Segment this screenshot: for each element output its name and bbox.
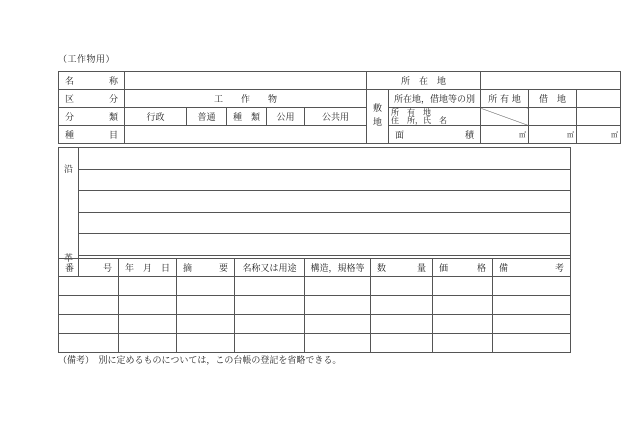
cell[interactable] [119,277,177,296]
cell[interactable] [59,315,119,334]
col-summary: 摘 要 [177,259,235,277]
cell[interactable] [493,277,571,296]
col-name-use: 名称又は用途 [235,259,305,277]
table-row [59,277,571,296]
history-line[interactable] [79,169,571,191]
cell[interactable] [371,277,433,296]
type-value[interactable] [125,126,367,144]
area-label: 面 積 [389,126,481,144]
table-row [59,315,571,334]
cell[interactable] [493,296,571,315]
cell[interactable] [177,296,235,315]
cell[interactable] [371,315,433,334]
owner-value-2[interactable] [577,108,621,126]
cell[interactable] [433,296,493,315]
cell[interactable] [235,334,305,353]
col-structure: 構造，規格等 [305,259,371,277]
area-unit-3: ㎡ [577,126,621,144]
cell[interactable] [235,315,305,334]
common-label: 公共用 [305,108,367,126]
owner-diagonal-cell [481,108,529,126]
category-value: 工 作 物 [125,90,367,108]
col-remarks: 備 考 [493,259,571,277]
table-row [59,334,571,353]
cell[interactable] [305,277,371,296]
type-label: 種 目 [59,126,125,144]
name-label: 名 称 [59,72,125,90]
cell[interactable] [235,296,305,315]
area-unit-2: ㎡ [529,126,577,144]
cell[interactable] [305,315,371,334]
cell[interactable] [493,334,571,353]
location-value[interactable] [481,72,621,90]
public-label: 公用 [267,108,305,126]
property-info-table [58,71,621,144]
owner-label-line2: 住 所，氏 名 [391,115,447,125]
site-type-label: 所在地，借地等の別 [389,90,481,108]
cell[interactable] [235,277,305,296]
category-label: 区 分 [59,90,125,108]
history-line[interactable] [79,148,571,170]
location-label: 所 在 地 [367,72,481,90]
leased-land-label: 借 地 [529,90,577,108]
col-quantity: 数 量 [371,259,433,277]
cell[interactable] [305,334,371,353]
footnote: （備考） 別に定めるものについては，この台帳の登記を省略できる。 [58,356,342,366]
col-date: 年 月 日 [119,259,177,277]
ordinary-label: 普通 [187,108,227,126]
cell[interactable] [371,334,433,353]
owner-label-line1: 所 有 地 [391,107,431,117]
ledger-header-row [59,259,571,277]
cell[interactable] [59,296,119,315]
cell[interactable] [433,277,493,296]
history-line[interactable] [79,191,571,213]
history-label-top: 沿 [63,165,73,175]
cell[interactable] [119,296,177,315]
area-unit-1: ㎡ [481,126,529,144]
cell[interactable] [119,315,177,334]
site-label: 敷地 [367,90,389,144]
owner-label [389,108,481,126]
table-row [59,296,571,315]
cell[interactable] [371,296,433,315]
cell[interactable] [433,334,493,353]
cell[interactable] [177,277,235,296]
col-number: 番 号 [59,259,119,277]
ledger-table [58,258,571,353]
col-price: 価 格 [433,259,493,277]
cell[interactable] [493,315,571,334]
page-title: （工作物用） [58,55,116,65]
name-value[interactable] [125,72,367,90]
cell[interactable] [119,334,177,353]
kind-label: 種 類 [227,108,267,126]
owned-land-label: 所 有 地 [481,90,529,108]
cell[interactable] [177,334,235,353]
history-line[interactable] [79,234,571,256]
classification-label: 分 類 [59,108,125,126]
cell[interactable] [305,296,371,315]
site-extra-cell[interactable] [577,90,621,108]
history-line[interactable] [79,212,571,234]
cell[interactable] [59,334,119,353]
cell[interactable] [59,277,119,296]
owner-value-1[interactable] [529,108,577,126]
cell[interactable] [177,315,235,334]
cell[interactable] [433,315,493,334]
history-label-bottom: 革 [63,254,73,264]
admin-label: 行政 [125,108,187,126]
